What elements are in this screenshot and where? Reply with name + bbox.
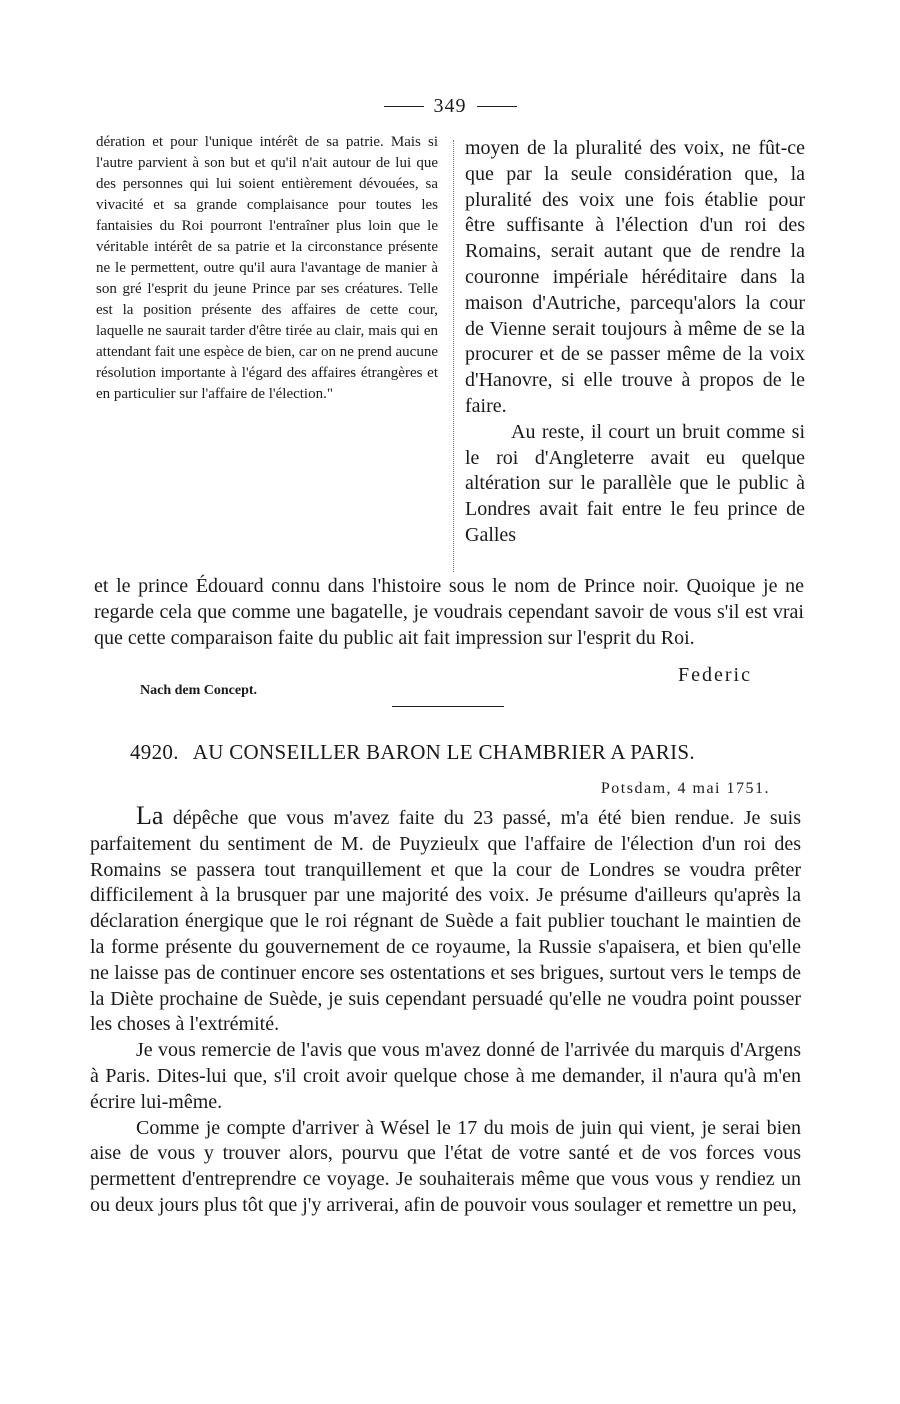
header-rule-left <box>384 106 424 107</box>
letter-paragraph: Je vous remercie de l'avis que vous m'avez donné de l'arrivée du marquis d'Argens à Paris. Dites-lui que, s'il croit avoir quelque chose à me demander, il n'aura qu'à m'en écrire lui-même. <box>90 1039 801 1113</box>
letter-paragraph-text: dépêche que vous m'avez faite du 23 passé, m'a été bien rendue. Je suis parfaitement du sentiment de M. de Puyzieulx que l'affaire de l'élection d'un roi des Romains se passera tout tranquillement et que la cour de Londres se voudra prêter difficilement à la brusquer par une majorité des voix. Je présume d'ailleurs qu'après la déclaration énergique que le roi régnant de Suède a fait publier touchant le maintien de la forme présente du gouvernement de ce royaume, la Russie s'apaisera, et bien qu'elle ne laisse pas de continuer encore ses ostentations et ses brigues, surtout vers le temps de la Diète prochaine de Suède, je suis cependant persuadé qu'elle ne voudra point pousser les choses à l'extrémité. <box>90 807 801 1036</box>
letter-number: 4920. <box>130 740 179 764</box>
source-note: Nach dem Concept. <box>140 683 258 698</box>
header-rule-right <box>477 106 517 107</box>
right-column-paragraph: Au reste, il court un bruit comme si le roi d'Angleterre avait eu quelque altération sur le parallèle que le public à Londres avait fait entre le feu prince de Galles <box>465 420 805 546</box>
continuation-text: et le prince Édouard connu dans l'histoire sous le nom de Prince noir. Quoique je ne regarde cela que comme une bagatelle, je voudrais cependant savoir de vous s'il est vrai que cette comparaison faite du public ait fait impression sur l'esprit du Roi. <box>94 575 804 649</box>
letter-paragraph: Comme je compte d'arriver à Wésel le 17 du mois de juin qui vient, je serai bien aise de vous y trouver alors, pourvu que l'état de votre santé et de vos forces vous permettent d'entreprendre ce voyage. Je souhaiterais même que vous vous y rendiez un ou deux jours plus tôt que j'y arriverai, afin de pouvoir vous soulager et remettre un peu, <box>90 1116 801 1216</box>
letter-title: AU CONSEILLER BARON LE CHAMBRIER A PARIS. <box>192 740 695 764</box>
left-column <box>96 132 438 405</box>
section-divider <box>392 706 504 707</box>
column-divider <box>453 140 454 572</box>
right-column <box>465 136 805 549</box>
signature: Federic <box>678 664 752 686</box>
letter-heading <box>130 740 810 765</box>
page-number: 349 <box>433 94 467 117</box>
letter-paragraph <box>90 803 801 1038</box>
dropcap: La <box>136 801 164 830</box>
right-column-paragraph: moyen de la pluralité des voix, ne fût-ce que par la seule considération que, la pluralité des voix une fois établie pour être suffisante à l'élection d'un roi des Romains, serait autant que de rendre la couronne impériale héréditaire dans la maison d'Autriche, parcequ'alors la cour de Vienne serait toujours à même de se la procurer et de se passer même de la voix d'Hanovre, si elle trouve à propos de le faire. <box>465 137 805 417</box>
page-header <box>0 90 900 122</box>
letter-body <box>90 803 801 1219</box>
continuation-block <box>94 574 804 651</box>
left-column-text: dération et pour l'unique intérêt de sa patrie. Mais si l'autre parvient à son but et qu'il n'ait autour de lui que des personnes qui lui soient entièrement dévouées, sa vivacité et sa grande complaisance pour toutes les fantaisies du Roi pourront l'entraîner plus loin que le véritable intérêt de sa patrie et la circonstance présente ne le permettent, outre qu'il aura l'avantage de manier à son gré l'esprit du jeune Prince par ses créatures. Telle est la position présente des affaires de cette cour, laquelle ne saurait tarder d'être tirée au clair, mais qui en attendant fait une espèce de bien, car on ne prend aucune résolution importante à l'égard des affaires étrangères et en particulier sur l'affaire de l'élection." <box>96 134 438 402</box>
letter-dateline: Potsdam, 4 mai 1751. <box>600 780 770 797</box>
